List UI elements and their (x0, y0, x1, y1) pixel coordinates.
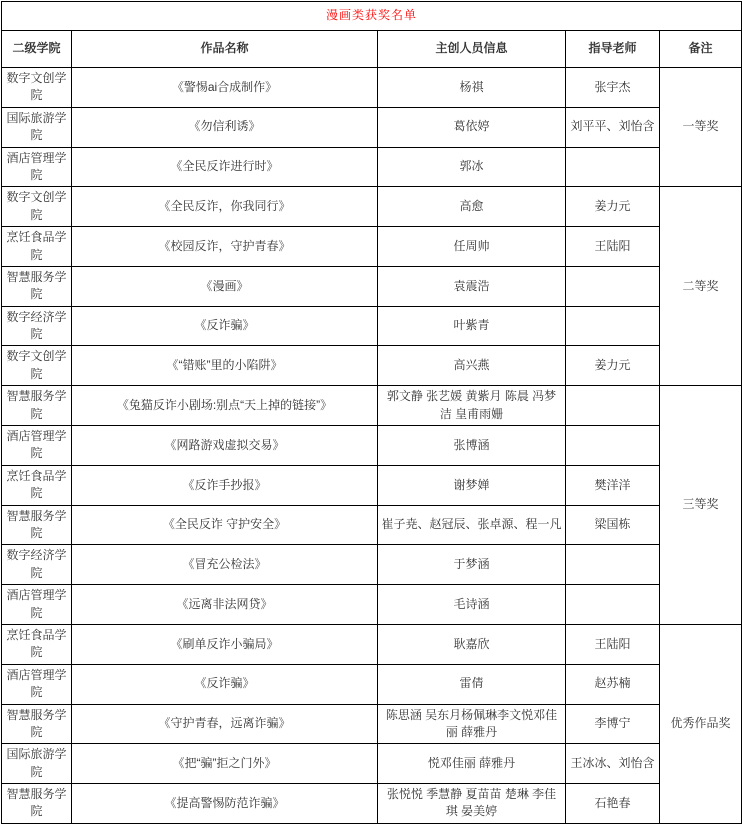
college-cell: 酒店管理学院 (2, 585, 72, 625)
college-cell: 烹饪食品学院 (2, 624, 72, 664)
teacher-cell: 姜力元 (566, 187, 660, 227)
table-row (2, 266, 742, 306)
column-header-teacher: 指导老师 (566, 31, 660, 68)
work-cell: 《网路游戏虚拟交易》 (72, 426, 378, 466)
college-cell: 酒店管理学院 (2, 664, 72, 704)
creators-cell: 高兴燕 (378, 346, 566, 386)
college-cell: 智慧服务学院 (2, 505, 72, 545)
creators-cell: 张悦悦 季慧静 夏苗苗 楚琳 李佳琪 晏美婷 (378, 784, 566, 824)
college-cell: 智慧服务学院 (2, 704, 72, 744)
work-cell: 《“错账”里的小陷阱》 (72, 346, 378, 386)
table-row (2, 505, 742, 545)
table-row (2, 187, 742, 227)
college-cell: 国际旅游学院 (2, 107, 72, 147)
creators-cell: 葛依婷 (378, 107, 566, 147)
creators-cell: 崔子尭、赵冠辰、张卓源、程一凡 (378, 505, 566, 545)
header-row (2, 31, 742, 68)
work-cell: 《反诈手抄报》 (72, 465, 378, 505)
table-row (2, 306, 742, 346)
college-cell: 国际旅游学院 (2, 744, 72, 784)
creators-cell: 雷倩 (378, 664, 566, 704)
college-cell: 智慧服务学院 (2, 386, 72, 426)
work-cell: 《刷单反诈小骗局》 (72, 624, 378, 664)
table-row (2, 744, 742, 784)
teacher-cell: 王陆阳 (566, 227, 660, 267)
teacher-cell: 李博宁 (566, 704, 660, 744)
college-cell: 数字文创学院 (2, 68, 72, 108)
table-row (2, 147, 742, 187)
creators-cell: 高愈 (378, 187, 566, 227)
teacher-cell (566, 585, 660, 625)
creators-cell: 于梦涵 (378, 545, 566, 585)
college-cell: 数字文创学院 (2, 187, 72, 227)
column-header-award: 备注 (660, 31, 742, 68)
creators-cell: 毛诗涵 (378, 585, 566, 625)
table-row (2, 624, 742, 664)
creators-cell: 杨祺 (378, 68, 566, 108)
creators-cell: 袁震浩 (378, 266, 566, 306)
award-cell: 一等奖 (660, 68, 742, 187)
teacher-cell (566, 266, 660, 306)
college-cell: 智慧服务学院 (2, 266, 72, 306)
creators-cell: 耿嘉欣 (378, 624, 566, 664)
work-cell: 《全民反诈，你我同行》 (72, 187, 378, 227)
table-row (2, 426, 742, 466)
work-cell: 《勿信利诱》 (72, 107, 378, 147)
work-cell: 《反诈骗》 (72, 306, 378, 346)
work-cell: 《反诈骗》 (72, 664, 378, 704)
table-body (2, 2, 742, 824)
teacher-cell: 姜力元 (566, 346, 660, 386)
award-table (1, 1, 742, 824)
college-cell: 烹饪食品学院 (2, 227, 72, 267)
work-cell: 《兔猫反诈小剧场:别点“天上掉的链接”》 (72, 386, 378, 426)
work-cell: 《漫画》 (72, 266, 378, 306)
work-cell: 《校园反诈，守护青春》 (72, 227, 378, 267)
college-cell: 酒店管理学院 (2, 147, 72, 187)
creators-cell: 悦邓佳丽 薛雅丹 (378, 744, 566, 784)
teacher-cell: 张宇杰 (566, 68, 660, 108)
creators-cell: 郭文静 张艺媛 黄紫月 陈晨 冯梦洁 皇甫雨姗 (378, 386, 566, 426)
table-row (2, 227, 742, 267)
college-cell: 数字文创学院 (2, 346, 72, 386)
teacher-cell: 梁国栋 (566, 505, 660, 545)
teacher-cell (566, 386, 660, 426)
teacher-cell (566, 426, 660, 466)
teacher-cell (566, 147, 660, 187)
work-cell: 《全民反诈 守护安全》 (72, 505, 378, 545)
work-cell: 《把“骗”拒之门外》 (72, 744, 378, 784)
work-cell: 《远离非法网贷》 (72, 585, 378, 625)
college-cell: 烹饪食品学院 (2, 465, 72, 505)
work-cell: 《守护青春，远离诈骗》 (72, 704, 378, 744)
work-cell: 《警惕ai合成制作》 (72, 68, 378, 108)
teacher-cell: 赵苏楠 (566, 664, 660, 704)
work-cell: 《冒充公检法》 (72, 545, 378, 585)
table-row (2, 585, 742, 625)
teacher-cell (566, 545, 660, 585)
table-row (2, 704, 742, 744)
work-cell: 《全民反诈进行时》 (72, 147, 378, 187)
college-cell: 智慧服务学院 (2, 784, 72, 824)
table-row (2, 664, 742, 704)
table-row (2, 545, 742, 585)
table-row (2, 386, 742, 426)
college-cell: 数字经济学院 (2, 545, 72, 585)
creators-cell: 陈思涵 吴东月杨佩琳李文悦邓佳丽 薛雅丹 (378, 704, 566, 744)
column-header-creators: 主创人员信息 (378, 31, 566, 68)
award-cell: 优秀作品奖 (660, 624, 742, 823)
title-row (2, 2, 742, 31)
creators-cell: 谢梦婵 (378, 465, 566, 505)
teacher-cell: 樊洋洋 (566, 465, 660, 505)
table-row (2, 346, 742, 386)
teacher-cell: 王陆阳 (566, 624, 660, 664)
teacher-cell: 刘平平、刘怡含 (566, 107, 660, 147)
table-row (2, 107, 742, 147)
teacher-cell: 王冰冰、刘怡含 (566, 744, 660, 784)
creators-cell: 郭冰 (378, 147, 566, 187)
page-title: 漫画类获奖名单 (2, 2, 742, 31)
work-cell: 《提高警惕防范诈骗》 (72, 784, 378, 824)
college-cell: 数字经济学院 (2, 306, 72, 346)
award-cell: 三等奖 (660, 386, 742, 625)
table-row (2, 784, 742, 824)
column-header-work: 作品名称 (72, 31, 378, 68)
teacher-cell: 石艳春 (566, 784, 660, 824)
creators-cell: 任周帅 (378, 227, 566, 267)
table-row (2, 68, 742, 108)
teacher-cell (566, 306, 660, 346)
column-header-college: 二级学院 (2, 31, 72, 68)
creators-cell: 叶紫青 (378, 306, 566, 346)
college-cell: 酒店管理学院 (2, 426, 72, 466)
table-row (2, 465, 742, 505)
creators-cell: 张博涵 (378, 426, 566, 466)
award-cell: 二等奖 (660, 187, 742, 386)
